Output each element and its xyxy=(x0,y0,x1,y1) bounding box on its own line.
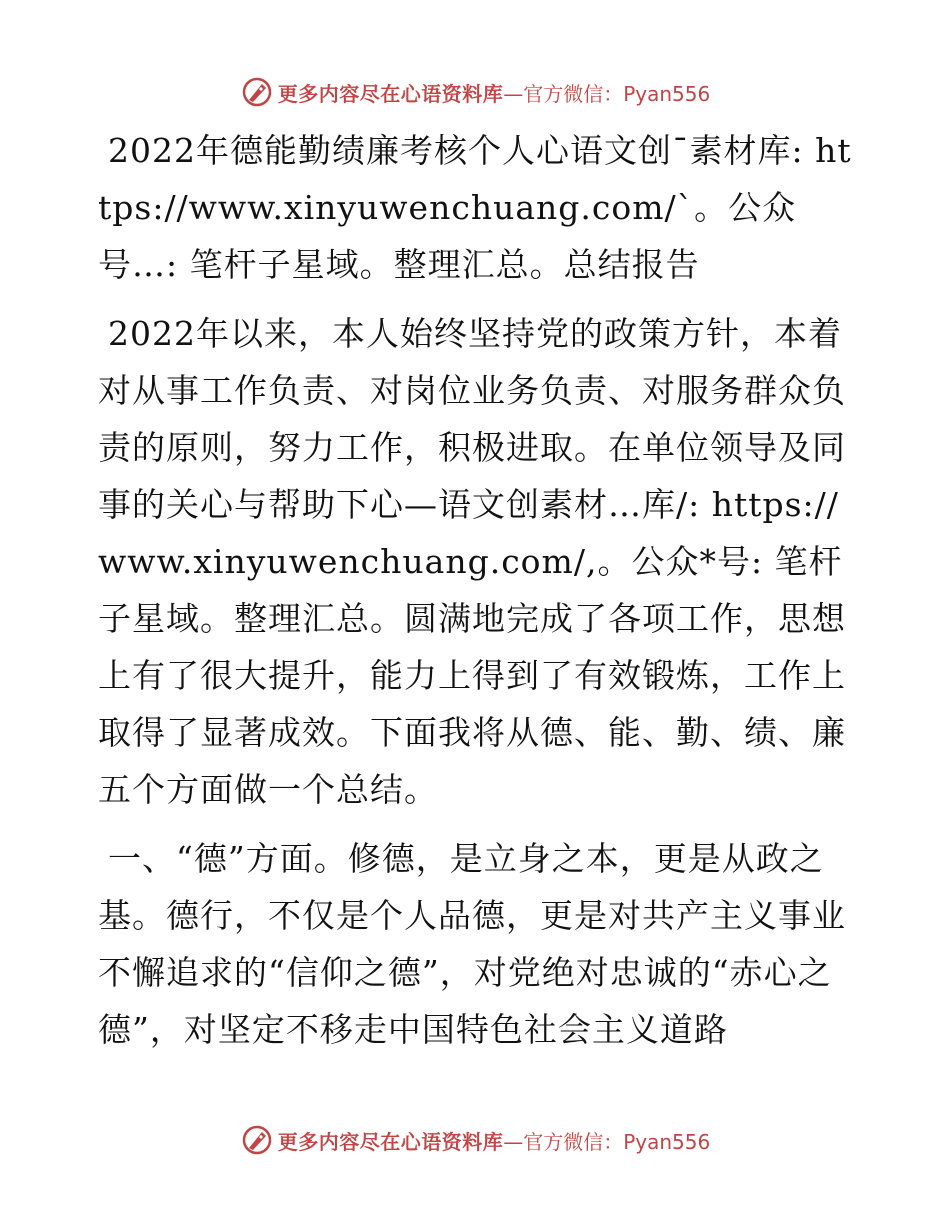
footer-banner xyxy=(0,1120,950,1160)
paragraph-title: 2022年德能勤绩廉考核个人心语文创¯素材库: https://www.xinyuwenchuang.com/`。公众号…: 笔杆子星域。整理汇总。总结报告 xyxy=(98,131,852,284)
paragraph-section-de: 一、“德”方面。修德，是立身之本，更是从政之基。德行，不仅是个人品德，更是对共产主义事业不懈追求的“信仰之德”，对党绝对忠诚的“赤心之德”，对坚定不移走中国特色社会主义道路 xyxy=(98,839,846,1049)
pen-nib-logo-icon xyxy=(240,1123,274,1157)
header-banner-wechat: —官方微信：Pyan556 xyxy=(503,81,711,106)
header-banner xyxy=(0,72,950,112)
paragraph-intro: 2022年以来，本人始终坚持党的政策方针，本着对从事工作负责、对岗位业务负责、对服务群众负责的原则，努力工作，积极进取。在单位领导及同事的关心与帮助下心—语文创素材…库/: https://www.xinyuwenchuang.com/,。公众*号: 笔杆子星域。整理汇总。圆满地完成了各项工作，思想上有了很大提升，能力上得到了有效锻炼，工作上取得了显著成效。下面我将从德、能、勤、绩、廉五个方面做一个总结。 xyxy=(98,314,846,809)
header-banner-lead: 更多内容尽在心语资料库 xyxy=(277,81,504,106)
footer-banner-wechat: —官方微信：Pyan556 xyxy=(503,1129,711,1154)
footer-banner-lead: 更多内容尽在心语资料库 xyxy=(277,1129,504,1154)
document-body xyxy=(98,122,858,1070)
pen-nib-logo-icon xyxy=(240,75,274,109)
